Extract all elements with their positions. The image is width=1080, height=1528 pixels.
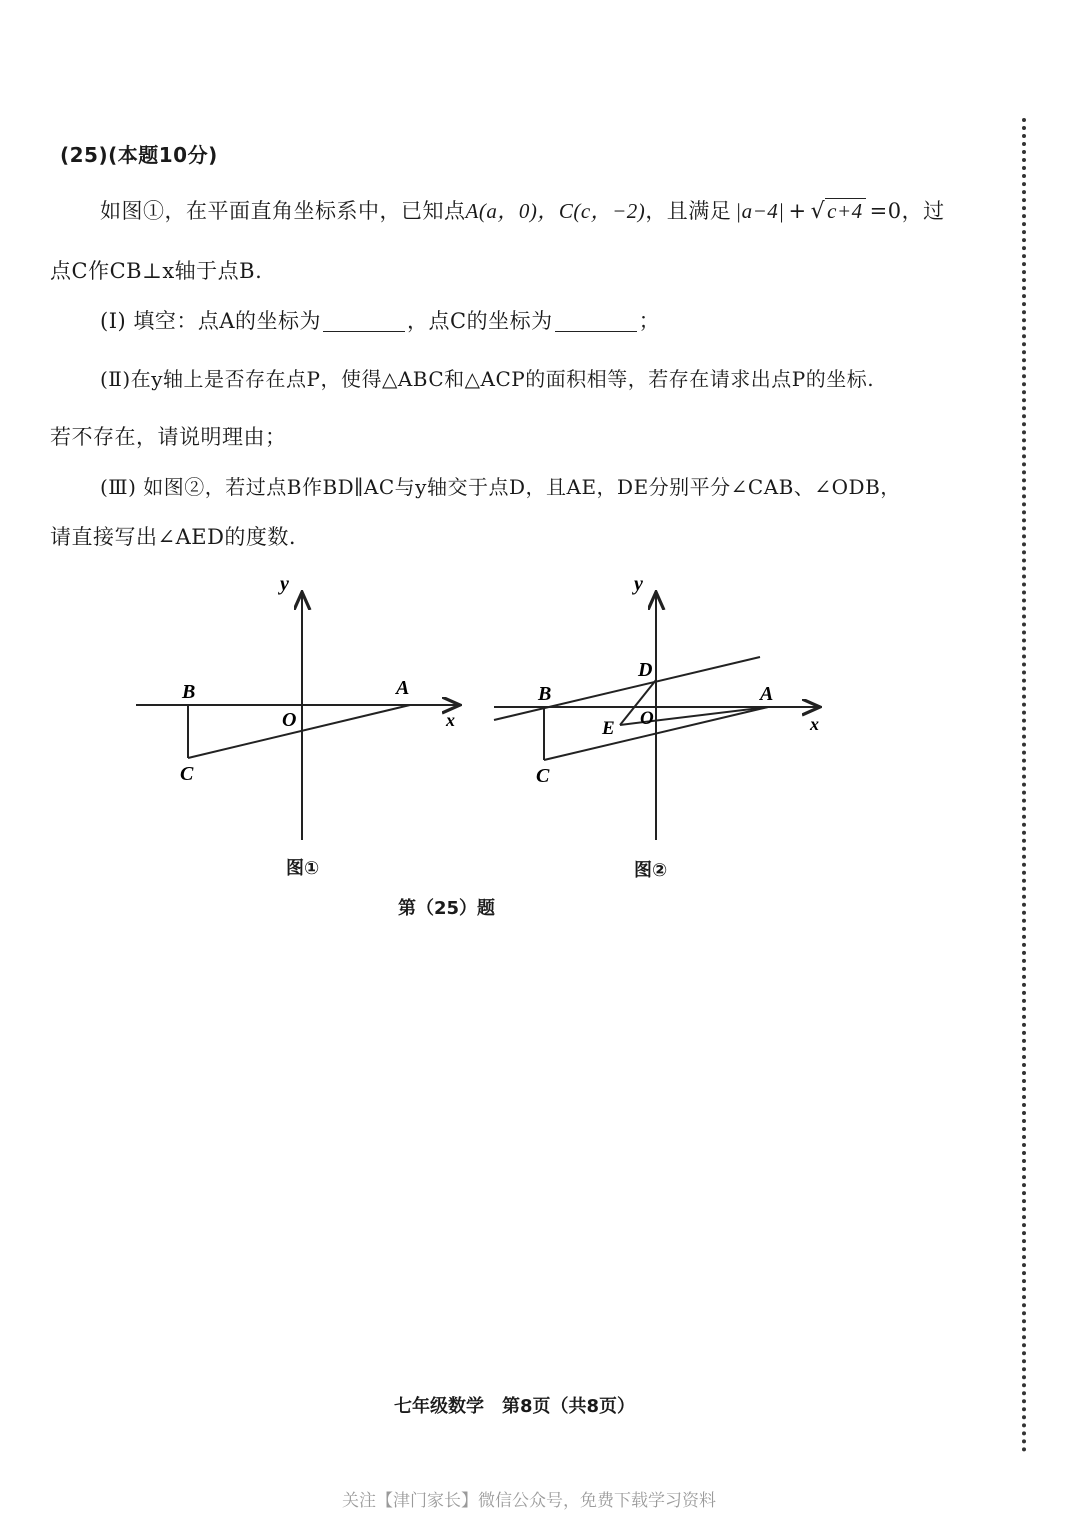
figure-2-caption: 图② bbox=[634, 860, 668, 881]
part-1-text-b: ，点C的坐标为 bbox=[407, 309, 553, 333]
fig2-label-E: E bbox=[602, 718, 615, 739]
part-1-end: ； bbox=[638, 309, 661, 333]
fig2-label-y: y bbox=[634, 573, 643, 595]
fig2-line-BD bbox=[494, 657, 760, 720]
part-1-text-a: (Ⅰ) 填空：点A的坐标为 bbox=[100, 309, 322, 333]
plus-sign: + bbox=[788, 199, 807, 223]
fig1-label-A: A bbox=[396, 677, 410, 699]
figure-1-caption: 图① bbox=[286, 858, 320, 879]
part-3-line-2: 请直接写出∠AED的度数. bbox=[50, 525, 297, 549]
fig1-label-B: B bbox=[182, 681, 196, 703]
fig1-label-O: O bbox=[282, 709, 297, 731]
fig2-label-B: B bbox=[538, 683, 552, 705]
intro-text-a: 如图①，在平面直角坐标系中，已知点 bbox=[100, 199, 466, 223]
intro-line-2: 点C作CB⊥x轴于点B. bbox=[50, 259, 263, 283]
figure-1-diagram bbox=[120, 570, 480, 870]
figure-2-diagram bbox=[480, 570, 840, 870]
watermark-text: 关注【津门家长】微信公众号，免费下载学习资料 bbox=[342, 1491, 716, 1511]
fig2-label-O: O bbox=[640, 708, 654, 729]
page-footer: 七年级数学 第8页（共8页） bbox=[394, 1396, 636, 1417]
radical-sign-icon: √ bbox=[810, 199, 826, 224]
part-2-line-2: 若不存在，请说明理由； bbox=[50, 425, 287, 449]
fig1-segment-CA bbox=[188, 705, 410, 758]
fig1-label-C: C bbox=[180, 763, 194, 785]
answer-blank-c[interactable] bbox=[555, 311, 637, 332]
point-definitions: A(a，0)，C(c，−2) bbox=[465, 199, 646, 223]
binding-margin-dots bbox=[1022, 118, 1026, 1453]
fig2-label-D: D bbox=[638, 659, 653, 681]
absolute-value-expr: |a−4| bbox=[735, 199, 785, 223]
fig1-label-x: x bbox=[446, 710, 455, 730]
figure-title: 第（25）题 bbox=[398, 898, 496, 919]
intro-text-b: ，且满足 bbox=[645, 199, 732, 223]
answer-blank-a[interactable] bbox=[323, 311, 405, 332]
part-2-line-1: (Ⅱ)在y轴上是否存在点P，使得△ABC和△ACP的面积相等，若存在请求出点P的坐标. bbox=[100, 367, 875, 391]
problem-heading: (25)(本题10分) bbox=[60, 143, 218, 167]
fig2-label-C: C bbox=[536, 765, 550, 787]
fig2-label-x: x bbox=[810, 714, 819, 734]
part-3-line-1: (Ⅲ) 如图②，若过点B作BD∥AC与y轴交于点D，且AE，DE分别平分∠CAB、∠ODB， bbox=[100, 475, 901, 499]
equals-zero: =0，过 bbox=[869, 199, 945, 223]
sqrt-expr: c+4 bbox=[825, 198, 866, 223]
fig1-label-y: y bbox=[280, 573, 289, 595]
fig2-label-A: A bbox=[760, 683, 774, 705]
intro-line-1 bbox=[100, 196, 945, 227]
part-1-question bbox=[100, 306, 660, 336]
